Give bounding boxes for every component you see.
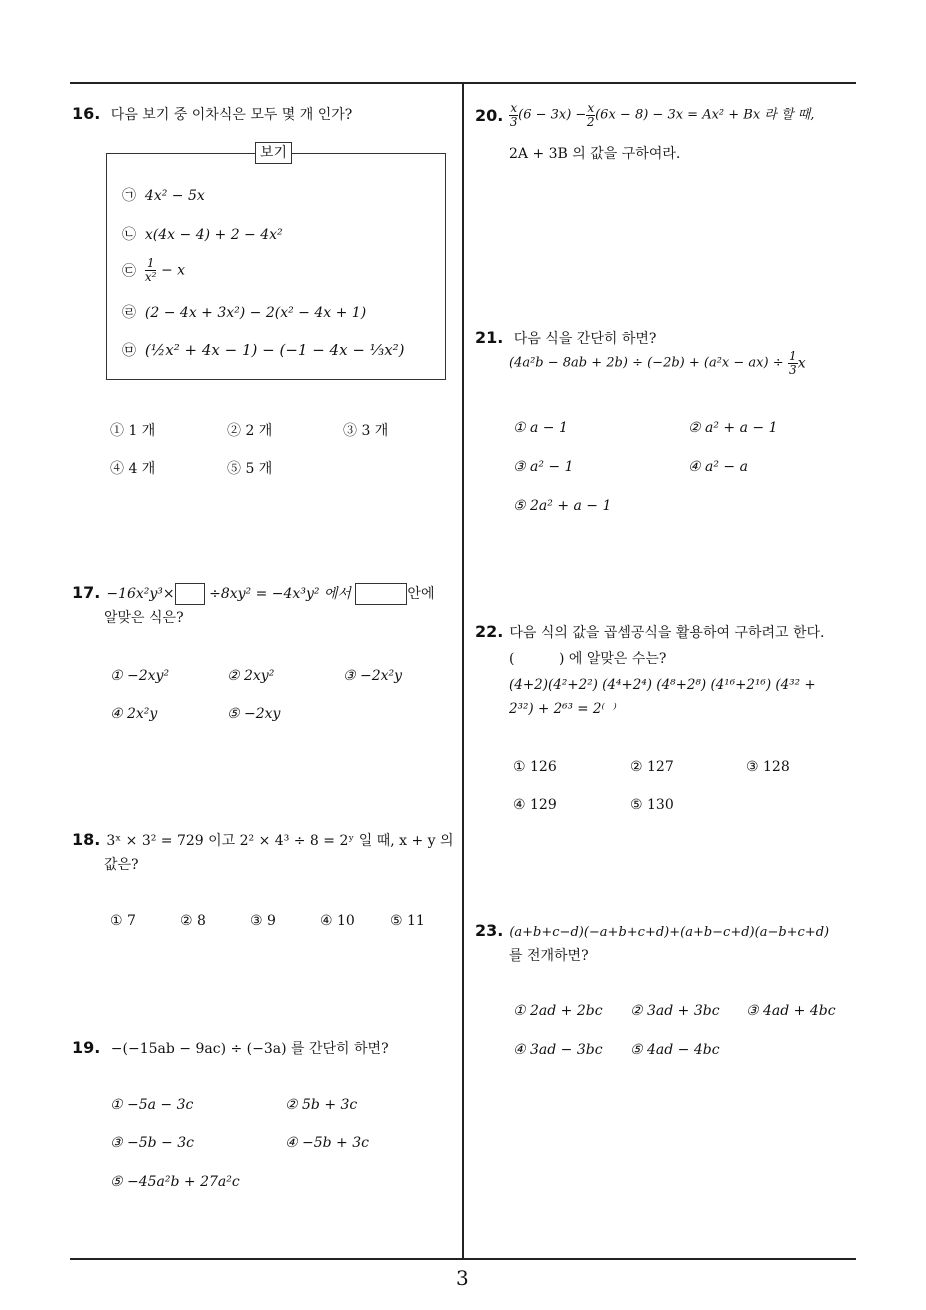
bogi-item-2: ㉡ x(4x − 4) + 2 − 4x² <box>122 227 283 243</box>
column-divider <box>462 84 464 1260</box>
question-text: −(−15ab − 9ac) ÷ (−3a) 를 간단히 하면? <box>110 1041 389 1057</box>
choice-1[interactable]: ① a − 1 <box>513 420 568 436</box>
answer-blank <box>175 583 205 605</box>
question-23: 23. (a+b+c−d)(−a+b+c+d)+(a+b−c+d)(a−b+c+d) <box>475 921 830 940</box>
question-number: 21. <box>475 328 504 347</box>
choice-4[interactable]: ④ 3ad − 3bc <box>513 1042 603 1058</box>
choice-3[interactable]: ③ 128 <box>746 759 790 775</box>
question-text: 알맞은 식은? <box>104 610 184 626</box>
choice-3[interactable]: ③ 3 개 <box>343 423 389 439</box>
choice-5[interactable]: ⑤ 130 <box>630 797 674 813</box>
choice-4[interactable]: ④ −5b + 3c <box>285 1135 369 1151</box>
question-22-line4: 2³²) + 2⁶³ = 2⁽ ⁾ <box>509 701 617 717</box>
question-number: 22. <box>475 622 504 641</box>
question-number: 17. <box>72 583 101 602</box>
question-22-line2: ( ) 에 알맞은 수는? <box>509 651 667 667</box>
choice-4[interactable]: ④ 4 개 <box>110 461 156 477</box>
question-number: 20. <box>475 105 504 125</box>
choice-1[interactable]: ① −2xy² <box>110 668 170 684</box>
question-20-line2: 2A + 3B 의 값을 구하여라. <box>509 146 681 162</box>
fraction: $\frac{x}{2}$ <box>586 101 595 129</box>
choice-5[interactable]: ⑤ 5 개 <box>227 461 273 477</box>
question-19 <box>72 1036 457 1061</box>
fraction: $\frac{1}{3}$ <box>789 349 797 377</box>
question-21-expr: (4a²b − 8ab + 2b) ÷ (−2b) + (a²x − ax) ÷ $\frac{1}{3}$ x <box>509 349 806 377</box>
choice-4[interactable]: ④ 129 <box>513 797 557 813</box>
question-21 <box>475 326 865 351</box>
choice-4[interactable]: ④ 10 <box>320 913 355 929</box>
bogi-item-4: ㉣ (2 − 4x + 3x²) − 2(x² − 4x + 1) <box>122 305 367 321</box>
bogi-item-1: ㉠ 4x² − 5x <box>122 188 205 204</box>
choice-5[interactable]: ⑤ 2a² + a − 1 <box>513 498 612 514</box>
question-number: 19. <box>72 1038 101 1057</box>
question-17: 17. −16x²y³× ÷8xy² = −4x³y² 에서 안에 알맞은 식은? <box>72 583 435 626</box>
choice-3[interactable]: ③ −2x²y <box>343 668 403 684</box>
question-18: 18. 3ˣ × 3² = 729 이고 2² × 4³ ÷ 8 = 2ʸ 일 때, x + y 의 값은? <box>72 830 454 873</box>
bogi-title: 보기 <box>255 142 292 164</box>
question-number: 23. <box>475 921 504 940</box>
question-20: 20. $\frac{x}{3}$ (6 − 3x) − $\frac{x}{2}$ (6x − 8) − 3x = Ax² + Bx 라 할 때, <box>475 101 815 129</box>
question-text: 다음 식을 간단히 하면? <box>513 331 657 347</box>
choice-3[interactable]: ③ 4ad + 4bc <box>746 1003 836 1019</box>
question-22-line3: (4+2)(4²+2²) (4⁴+2⁴) (4⁸+2⁸) (4¹⁶+2¹⁶) (4³² + <box>509 677 816 693</box>
question-16 <box>72 102 457 127</box>
bottom-rule <box>70 1258 856 1260</box>
choice-1[interactable]: ① −5a − 3c <box>110 1097 194 1113</box>
choice-4[interactable]: ④ a² − a <box>688 459 748 475</box>
bogi-item-3: ㉢ $\frac{1}{\text{x²}}$ − x <box>122 256 186 284</box>
answer-blank <box>355 583 407 605</box>
choice-2[interactable]: ② 2xy² <box>227 668 275 684</box>
bogi-item-5: ㉤ (½x² + 4x − 1) − (−1 − 4x − ⅓x²) <box>122 341 405 359</box>
question-23-line2: 를 전개하면? <box>509 948 589 964</box>
question-number: 16. <box>72 104 101 123</box>
question-number: 18. <box>72 830 101 849</box>
choice-1[interactable]: ① 126 <box>513 759 557 775</box>
choice-5[interactable]: ⑤ −45a²b + 27a²c <box>110 1174 240 1190</box>
fraction: $\frac{1}{\text{x²}}$ <box>144 256 157 284</box>
question-22: 22. 다음 식의 값을 곱셈공식을 활용하여 구하려고 한다. <box>475 622 825 641</box>
choice-1[interactable]: ① 1 개 <box>110 423 156 439</box>
choice-2[interactable]: ② 8 <box>180 913 206 929</box>
choice-4[interactable]: ④ 2x²y <box>110 706 158 722</box>
fraction: $\frac{x}{3}$ <box>509 101 518 129</box>
choice-2[interactable]: ② 5b + 3c <box>285 1097 358 1113</box>
choice-3[interactable]: ③ −5b − 3c <box>110 1135 194 1151</box>
choice-5[interactable]: ⑤ 4ad − 4bc <box>630 1042 720 1058</box>
question-text: 다음 보기 중 이차식은 모두 몇 개 인가? <box>110 107 353 123</box>
choice-3[interactable]: ③ a² − 1 <box>513 459 574 475</box>
choice-5[interactable]: ⑤ −2xy <box>227 706 281 722</box>
choice-1[interactable]: ① 7 <box>110 913 136 929</box>
choice-2[interactable]: ② 2 개 <box>227 423 273 439</box>
choice-1[interactable]: ① 2ad + 2bc <box>513 1003 603 1019</box>
choice-3[interactable]: ③ 9 <box>250 913 276 929</box>
page-number: 3 <box>456 1266 469 1290</box>
choice-5[interactable]: ⑤ 11 <box>390 913 425 929</box>
choice-2[interactable]: ② a² + a − 1 <box>688 420 778 436</box>
choice-2[interactable]: ② 3ad + 3bc <box>630 1003 720 1019</box>
choice-2[interactable]: ② 127 <box>630 759 674 775</box>
